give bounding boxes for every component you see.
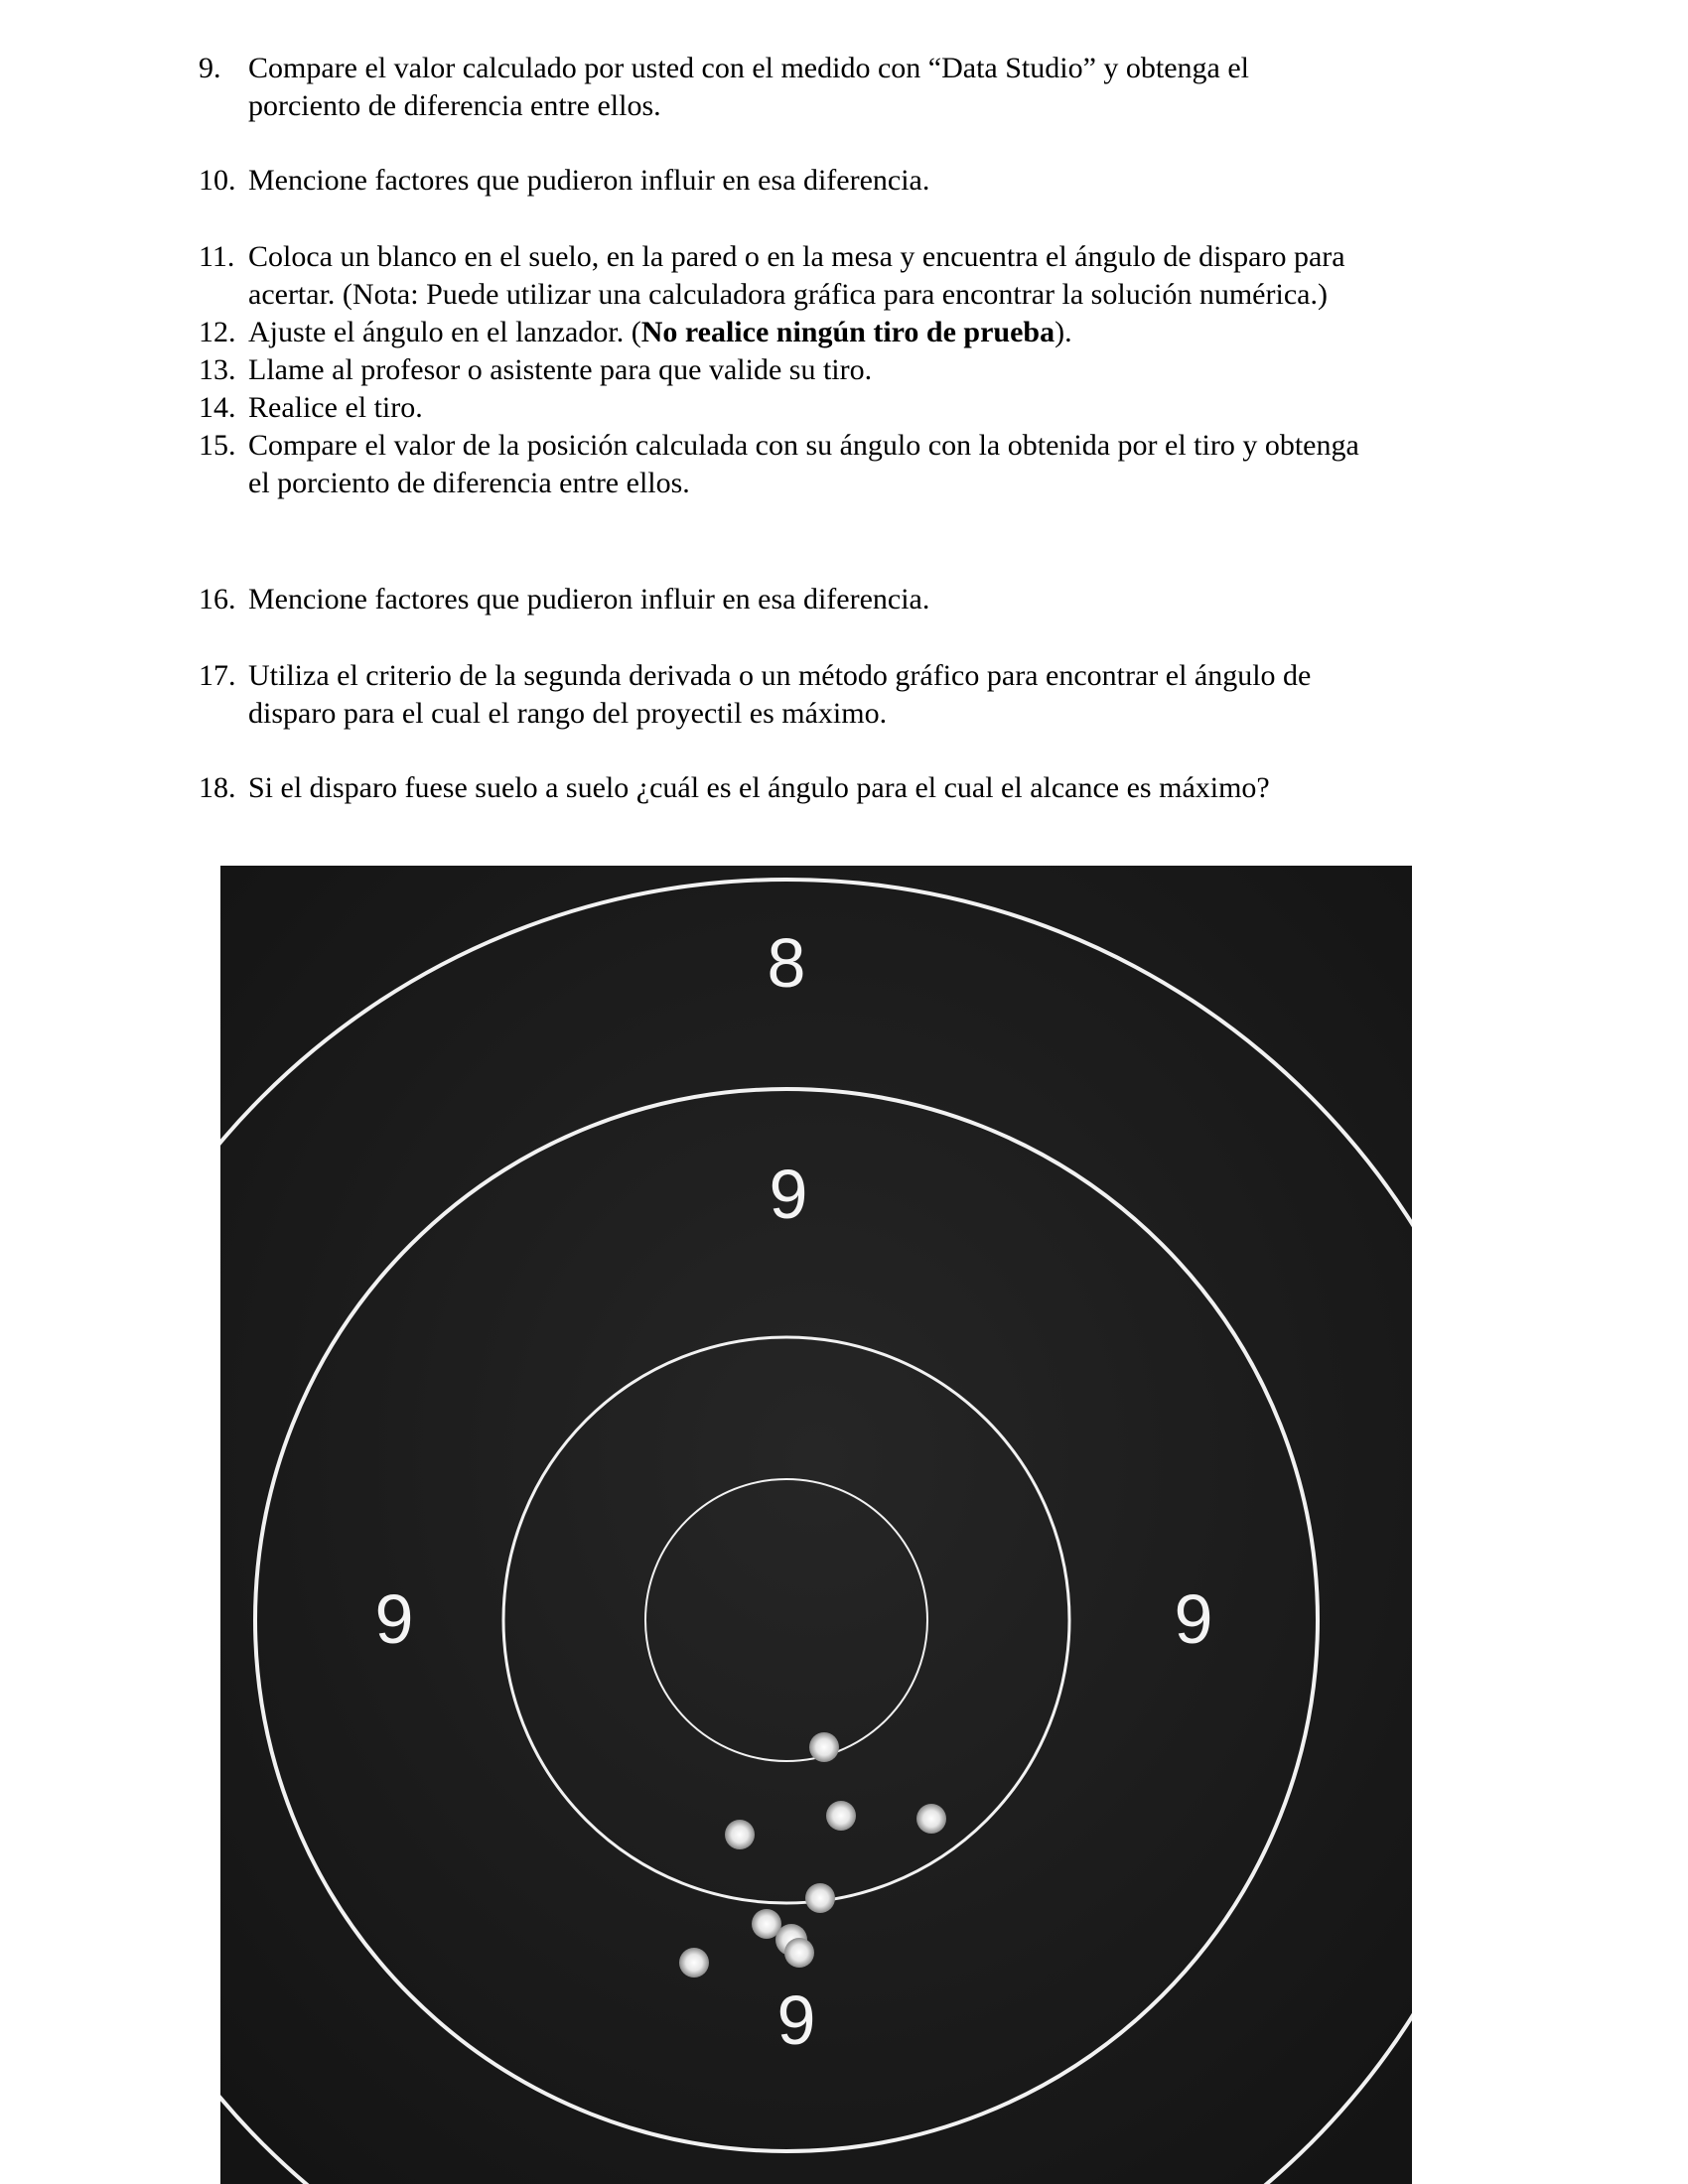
bullet-hole: [784, 1938, 814, 1968]
list-item: [199, 427, 1509, 502]
bullet-hole: [916, 1804, 946, 1834]
bold-warning: No realice ningún tiro de prueba: [640, 316, 1055, 348]
bullet-hole: [809, 1732, 839, 1762]
item-number: 12.: [199, 316, 236, 348]
ring-label-8: 8: [767, 924, 806, 1002]
ring-label-9-right: 9: [1174, 1580, 1213, 1658]
item-number: 15.: [199, 429, 236, 462]
list-item: [199, 769, 1509, 807]
item-text: Utiliza el criterio de la segunda derivada o un método gráfico para encontrar el ángulo de: [248, 659, 1312, 692]
bullet-hole: [725, 1820, 755, 1849]
target-graphic: [220, 866, 1412, 2184]
bullet-hole: [826, 1801, 856, 1831]
list-item: [199, 314, 1509, 351]
item-number: 9.: [199, 52, 221, 84]
ring-label-9-left: 9: [374, 1580, 414, 1658]
item-text: Compare el valor calculado por usted con el medido con “Data Studio” y obtenga el: [248, 52, 1250, 84]
item-text: Llame al profesor o asistente para que valide su tiro.: [248, 353, 873, 386]
item-text: porciento de diferencia entre ellos.: [248, 89, 661, 122]
item-text: Si el disparo fuese suelo a suelo ¿cuál es el ángulo para el cual el alcance es máximo?: [248, 771, 1270, 804]
list-item: [199, 657, 1509, 733]
item-text: Coloca un blanco en el suelo, en la pared o en la mesa y encuentra el ángulo de disparo para: [248, 240, 1345, 273]
item-text: Mencione factores que pudieron influir en esa diferencia.: [248, 583, 930, 615]
item-number: 17.: [199, 659, 236, 692]
list-item: [199, 389, 1509, 427]
ring-label-9-bottom: 9: [776, 1981, 816, 2059]
list-item: [199, 581, 1509, 618]
item-number: 18.: [199, 771, 236, 804]
item-text: Mencione factores que pudieron influir en esa diferencia.: [248, 164, 930, 197]
list-item: [199, 351, 1509, 389]
item-number: 14.: [199, 391, 236, 424]
item-text: Compare el valor de la posición calculada con su ángulo con la obtenida por el tiro y obtenga: [248, 429, 1359, 462]
shooting-target-photo: [220, 866, 1412, 2184]
item-number: 13.: [199, 353, 236, 386]
bullet-hole: [679, 1948, 709, 1978]
item-text: Realice el tiro.: [248, 391, 423, 424]
item-number: 10.: [199, 164, 236, 197]
bullet-hole: [805, 1883, 835, 1913]
ring-label-9-top: 9: [769, 1156, 808, 1233]
item-text: acertar. (Nota: Puede utilizar una calculadora gráfica para encontrar la solución numérica.): [248, 278, 1328, 311]
item-text: el porciento de diferencia entre ellos.: [248, 467, 690, 499]
list-item: [199, 50, 1509, 125]
item-text: Ajuste el ángulo en el lanzador. (No realice ningún tiro de prueba).: [248, 316, 1072, 348]
item-number: 11.: [199, 240, 235, 273]
list-item: [199, 162, 1509, 200]
list-item: [199, 238, 1509, 314]
item-number: 16.: [199, 583, 236, 615]
item-text: disparo para el cual el rango del proyectil es máximo.: [248, 697, 888, 730]
